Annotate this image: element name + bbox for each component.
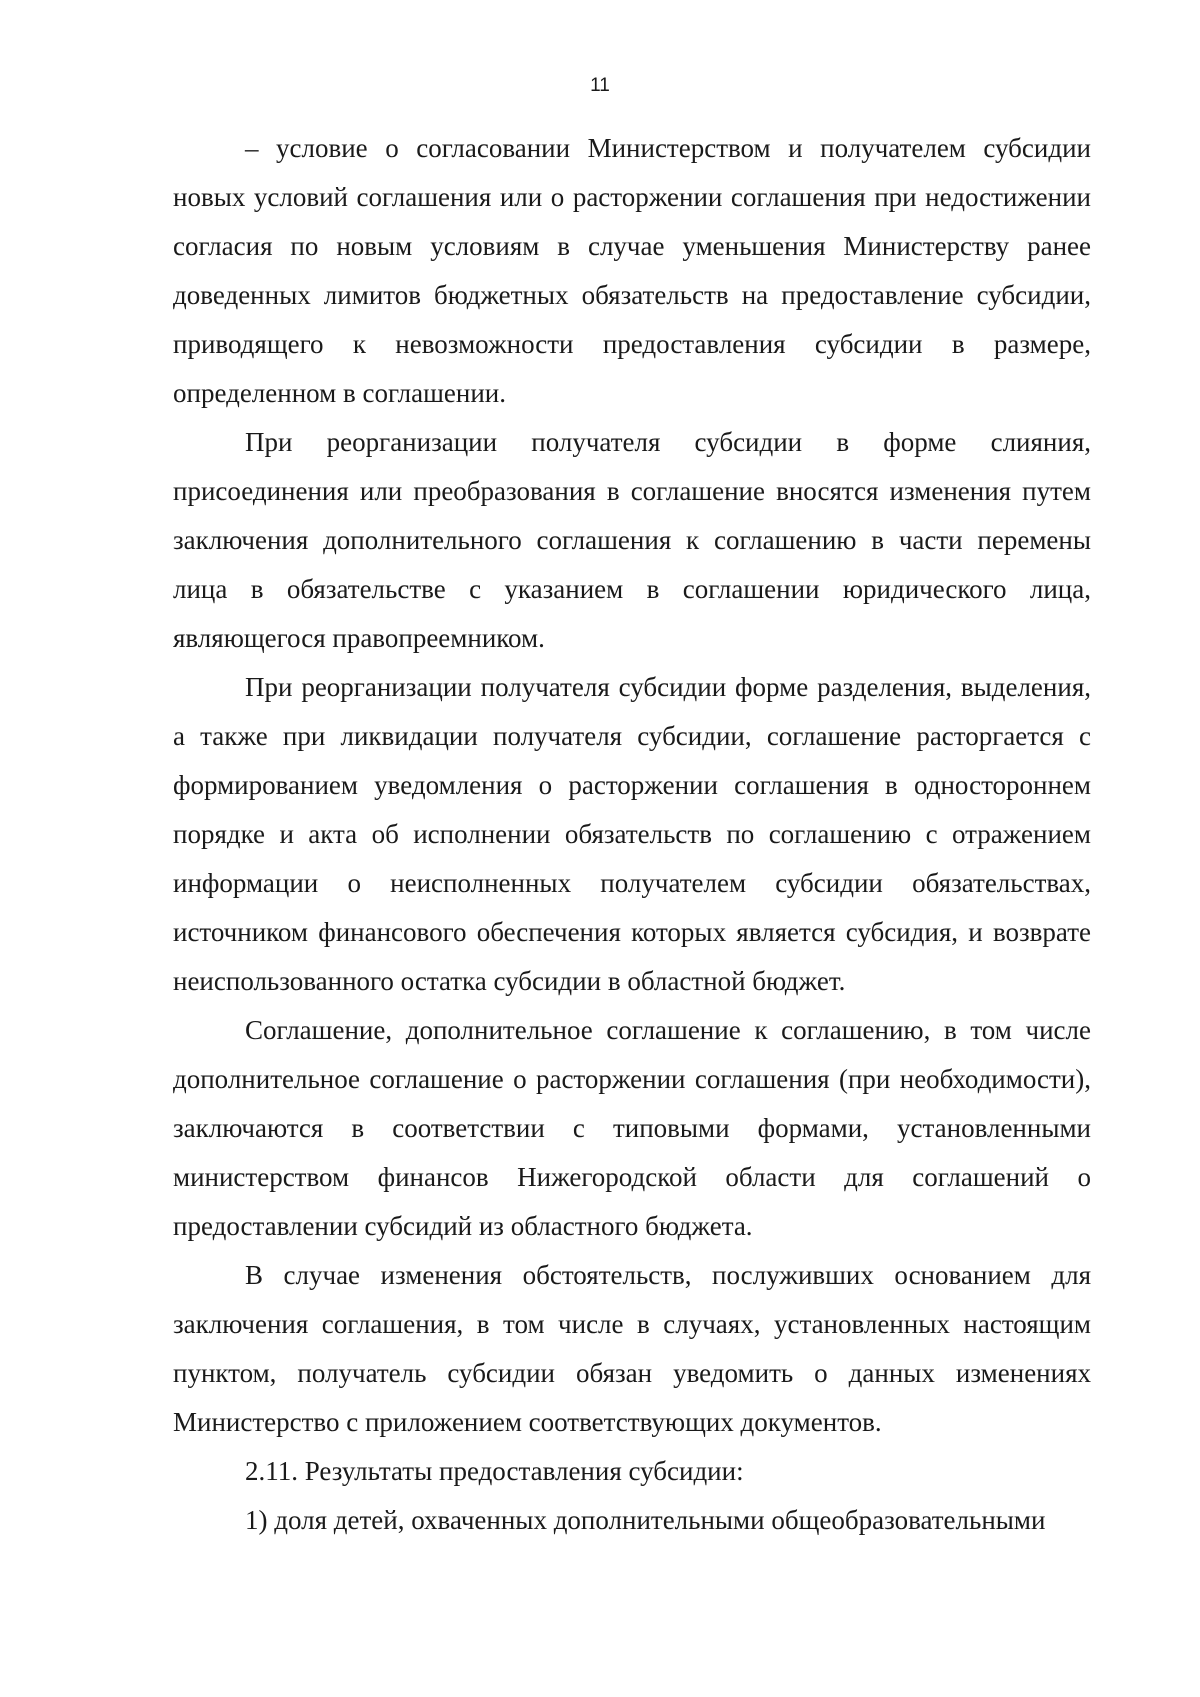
list-item-results-1: 1) доля детей, охваченных дополнительными общеобразовательными	[245, 1505, 1046, 1535]
paragraph-standard-forms: Соглашение, дополнительное соглашение к соглашению, в том числе дополнительное соглашение о расторжении соглашения (при необходимости), заключаются в соответствии с типовыми формами, установленными министерством финансов Нижегородской области для соглашений о предоставлении субсидий из областного бюджета.	[173, 1015, 1091, 1241]
section-heading-results: 2.11. Результаты предоставления субсидии:	[245, 1456, 744, 1486]
paragraph-reorganization-merger: При реорганизации получателя субсидии в форме слияния, присоединения или преобразования в соглашение вносятся изменения путем заключения дополнительного соглашения к соглашению в части перемены лица в обязательстве с указанием в соглашении юридического лица, являющегося правопреемником.	[173, 427, 1091, 653]
paragraph-change-notification: В случае изменения обстоятельств, послуживших основанием для заключения соглашения, в том числе в случаях, установленных настоящим пунктом, получатель субсидии обязан уведомить о данных изменениях Министерство с приложением соответствующих документов.	[173, 1260, 1091, 1437]
paragraph-reorganization-division: При реорганизации получателя субсидии форме разделения, выделения, а также при ликвидации получателя субсидии, соглашение расторгается с формированием уведомления о расторжении соглашения в одностороннем порядке и акта об исполнении обязательств по соглашению с отражением информации о неисполненных получателем субсидии обязательствах, источником финансового обеспечения которых является субсидия, и возврате неиспользованного остатка субсидии в областной бюджет.	[173, 672, 1091, 996]
page-number: 11	[590, 75, 610, 96]
document-body	[173, 124, 1091, 1545]
paragraph-agreement-condition: – условие о согласовании Министерством и получателем субсидии новых условий соглашения или о расторжении соглашения при недостижении согласия по новым условиям в случае уменьшения Министерству ранее доведенных лимитов бюджетных обязательств на предоставление субсидии, приводящего к невозможности предоставления субсидии в размере, определенном в соглашении.	[173, 133, 1091, 408]
